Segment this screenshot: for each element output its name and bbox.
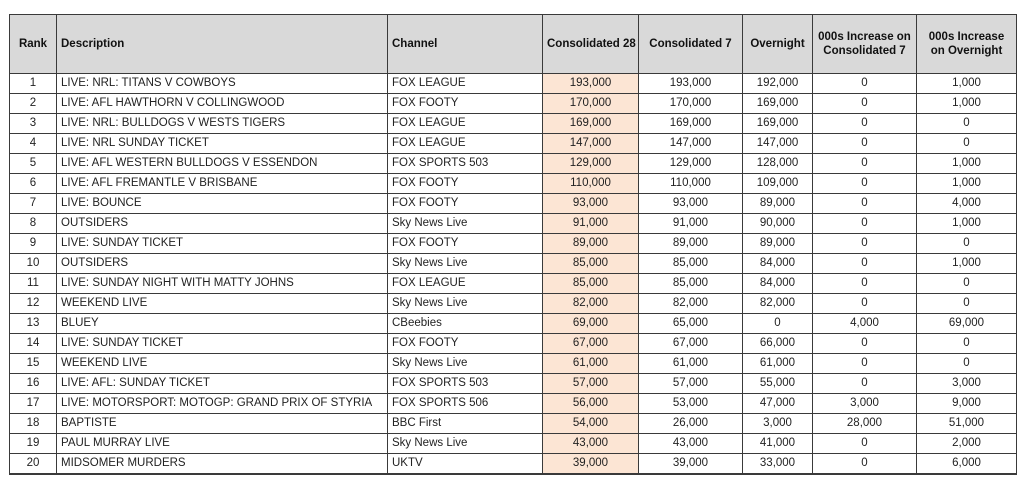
cell-rank: 16 [10,374,57,394]
cell-increase-consolidated-7: 0 [813,154,917,174]
cell-channel: Sky News Live [388,254,543,274]
cell-description: PAUL MURRAY LIVE [57,434,388,454]
cell-channel: FOX FOOTY [388,234,543,254]
cell-description: LIVE: AFL FREMANTLE V BRISBANE [57,174,388,194]
cell-channel: FOX FOOTY [388,94,543,114]
cell-rank: 17 [10,394,57,414]
cell-rank: 13 [10,314,57,334]
cell-consolidated-28: 169,000 [543,114,639,134]
table-row [10,314,1017,334]
cell-consolidated-28: 57,000 [543,374,639,394]
cell-channel: FOX LEAGUE [388,114,543,134]
cell-overnight: 109,000 [743,174,813,194]
cell-description: LIVE: NRL SUNDAY TICKET [57,134,388,154]
cell-consolidated-7: 129,000 [639,154,743,174]
cell-increase-overnight: 1,000 [917,154,1017,174]
cell-rank: 15 [10,354,57,374]
cell-description: LIVE: AFL: SUNDAY TICKET [57,374,388,394]
cell-channel: FOX SPORTS 503 [388,154,543,174]
cell-channel: Sky News Live [388,434,543,454]
cell-overnight: 169,000 [743,114,813,134]
cell-increase-consolidated-7: 28,000 [813,414,917,434]
cell-overnight: 169,000 [743,94,813,114]
cell-increase-consolidated-7: 0 [813,434,917,454]
cell-consolidated-28: 147,000 [543,134,639,154]
table-row [10,154,1017,174]
cell-description: MIDSOMER MURDERS [57,454,388,475]
cell-consolidated-28: 82,000 [543,294,639,314]
cell-increase-overnight: 0 [917,234,1017,254]
table-row [10,134,1017,154]
cell-description: WEEKEND LIVE [57,354,388,374]
cell-rank: 5 [10,154,57,174]
cell-increase-consolidated-7: 0 [813,94,917,114]
cell-rank: 12 [10,294,57,314]
cell-consolidated-7: 91,000 [639,214,743,234]
cell-rank: 7 [10,194,57,214]
header-consolidated-28: Consolidated 28 [543,15,639,74]
cell-increase-overnight: 1,000 [917,174,1017,194]
cell-overnight: 55,000 [743,374,813,394]
cell-increase-consolidated-7: 0 [813,214,917,234]
cell-description: WEEKEND LIVE [57,294,388,314]
cell-channel: FOX LEAGUE [388,274,543,294]
cell-consolidated-7: 89,000 [639,234,743,254]
cell-overnight: 192,000 [743,74,813,94]
cell-consolidated-7: 110,000 [639,174,743,194]
table-row [10,354,1017,374]
cell-rank: 1 [10,74,57,94]
header-increase-overnight: 000s Increase on Overnight [917,15,1017,74]
cell-consolidated-7: 65,000 [639,314,743,334]
cell-overnight: 84,000 [743,274,813,294]
cell-consolidated-7: 82,000 [639,294,743,314]
cell-increase-overnight: 3,000 [917,374,1017,394]
table-row [10,114,1017,134]
cell-increase-consolidated-7: 0 [813,74,917,94]
cell-channel: FOX FOOTY [388,334,543,354]
cell-consolidated-7: 67,000 [639,334,743,354]
cell-rank: 19 [10,434,57,454]
cell-consolidated-28: 93,000 [543,194,639,214]
cell-increase-overnight: 51,000 [917,414,1017,434]
cell-consolidated-7: 169,000 [639,114,743,134]
cell-channel: FOX FOOTY [388,194,543,214]
cell-channel: UKTV [388,454,543,475]
cell-consolidated-28: 85,000 [543,274,639,294]
cell-rank: 8 [10,214,57,234]
header-increase-consolidated-7: 000s Increase on Consolidated 7 [813,15,917,74]
cell-consolidated-28: 39,000 [543,454,639,475]
cell-channel: Sky News Live [388,214,543,234]
header-row [10,15,1017,74]
cell-consolidated-7: 85,000 [639,254,743,274]
cell-increase-consolidated-7: 0 [813,234,917,254]
cell-consolidated-28: 110,000 [543,174,639,194]
cell-increase-overnight: 1,000 [917,214,1017,234]
cell-description: LIVE: SUNDAY NIGHT WITH MATTY JOHNS [57,274,388,294]
cell-description: OUTSIDERS [57,254,388,274]
cell-increase-overnight: 1,000 [917,254,1017,274]
cell-increase-overnight: 2,000 [917,434,1017,454]
cell-description: BAPTISTE [57,414,388,434]
header-rank: Rank [10,15,57,74]
cell-increase-overnight: 1,000 [917,74,1017,94]
table-row [10,194,1017,214]
table-body [10,74,1017,475]
cell-increase-consolidated-7: 0 [813,174,917,194]
cell-consolidated-28: 43,000 [543,434,639,454]
table-row [10,74,1017,94]
cell-channel: FOX LEAGUE [388,74,543,94]
table-row [10,234,1017,254]
cell-increase-consolidated-7: 4,000 [813,314,917,334]
header-description: Description [57,15,388,74]
table-row [10,274,1017,294]
cell-overnight: 3,000 [743,414,813,434]
table-row [10,94,1017,114]
cell-channel: FOX FOOTY [388,174,543,194]
cell-increase-overnight: 1,000 [917,94,1017,114]
cell-channel: Sky News Live [388,294,543,314]
cell-overnight: 147,000 [743,134,813,154]
cell-increase-consolidated-7: 0 [813,374,917,394]
cell-consolidated-28: 91,000 [543,214,639,234]
cell-channel: CBeebies [388,314,543,334]
table-row [10,174,1017,194]
cell-increase-overnight: 6,000 [917,454,1017,475]
cell-rank: 10 [10,254,57,274]
cell-consolidated-7: 53,000 [639,394,743,414]
cell-increase-consolidated-7: 0 [813,114,917,134]
header-channel: Channel [388,15,543,74]
cell-description: LIVE: AFL WESTERN BULLDOGS V ESSENDON [57,154,388,174]
cell-increase-overnight: 0 [917,294,1017,314]
cell-overnight: 61,000 [743,354,813,374]
cell-increase-consolidated-7: 3,000 [813,394,917,414]
cell-rank: 18 [10,414,57,434]
cell-description: BLUEY [57,314,388,334]
table-row [10,394,1017,414]
table-row [10,334,1017,354]
cell-increase-overnight: 0 [917,354,1017,374]
cell-rank: 3 [10,114,57,134]
table-row [10,454,1017,475]
cell-consolidated-7: 93,000 [639,194,743,214]
table-row [10,214,1017,234]
ratings-table [9,14,1017,475]
cell-increase-consolidated-7: 0 [813,334,917,354]
header-overnight: Overnight [743,15,813,74]
cell-consolidated-28: 129,000 [543,154,639,174]
cell-consolidated-28: 170,000 [543,94,639,114]
cell-rank: 11 [10,274,57,294]
cell-description: LIVE: AFL HAWTHORN V COLLINGWOOD [57,94,388,114]
cell-increase-consolidated-7: 0 [813,454,917,475]
cell-channel: FOX LEAGUE [388,134,543,154]
cell-consolidated-28: 85,000 [543,254,639,274]
cell-description: OUTSIDERS [57,214,388,234]
cell-rank: 14 [10,334,57,354]
cell-consolidated-28: 69,000 [543,314,639,334]
cell-increase-overnight: 4,000 [917,194,1017,214]
header-consolidated-7: Consolidated 7 [639,15,743,74]
cell-rank: 6 [10,174,57,194]
table-row [10,294,1017,314]
cell-consolidated-7: 85,000 [639,274,743,294]
cell-overnight: 89,000 [743,194,813,214]
cell-overnight: 47,000 [743,394,813,414]
cell-consolidated-7: 26,000 [639,414,743,434]
cell-description: LIVE: BOUNCE [57,194,388,214]
cell-description: LIVE: SUNDAY TICKET [57,334,388,354]
cell-rank: 20 [10,454,57,475]
cell-overnight: 66,000 [743,334,813,354]
cell-description: LIVE: NRL: BULLDOGS V WESTS TIGERS [57,114,388,134]
cell-increase-consolidated-7: 0 [813,274,917,294]
cell-increase-consolidated-7: 0 [813,194,917,214]
cell-rank: 9 [10,234,57,254]
cell-overnight: 128,000 [743,154,813,174]
cell-consolidated-7: 61,000 [639,354,743,374]
table-row [10,414,1017,434]
cell-increase-overnight: 0 [917,274,1017,294]
cell-increase-consolidated-7: 0 [813,294,917,314]
cell-consolidated-28: 193,000 [543,74,639,94]
cell-rank: 4 [10,134,57,154]
cell-consolidated-7: 39,000 [639,454,743,475]
cell-consolidated-7: 57,000 [639,374,743,394]
cell-increase-overnight: 9,000 [917,394,1017,414]
table-row [10,254,1017,274]
cell-consolidated-28: 54,000 [543,414,639,434]
cell-channel: BBC First [388,414,543,434]
cell-overnight: 84,000 [743,254,813,274]
table-row [10,434,1017,454]
cell-consolidated-28: 67,000 [543,334,639,354]
cell-increase-overnight: 69,000 [917,314,1017,334]
cell-channel: FOX SPORTS 503 [388,374,543,394]
cell-description: LIVE: NRL: TITANS V COWBOYS [57,74,388,94]
cell-overnight: 33,000 [743,454,813,475]
cell-description: LIVE: MOTORSPORT: MOTOGP: GRAND PRIX OF STYRIA [57,394,388,414]
cell-consolidated-7: 170,000 [639,94,743,114]
cell-overnight: 82,000 [743,294,813,314]
cell-increase-overnight: 0 [917,134,1017,154]
cell-rank: 2 [10,94,57,114]
cell-increase-consolidated-7: 0 [813,354,917,374]
cell-increase-overnight: 0 [917,114,1017,134]
cell-consolidated-7: 43,000 [639,434,743,454]
cell-consolidated-28: 61,000 [543,354,639,374]
cell-consolidated-28: 56,000 [543,394,639,414]
cell-description: LIVE: SUNDAY TICKET [57,234,388,254]
cell-channel: Sky News Live [388,354,543,374]
cell-consolidated-7: 193,000 [639,74,743,94]
cell-increase-consolidated-7: 0 [813,134,917,154]
cell-overnight: 0 [743,314,813,334]
cell-overnight: 90,000 [743,214,813,234]
cell-overnight: 89,000 [743,234,813,254]
cell-consolidated-28: 89,000 [543,234,639,254]
cell-overnight: 41,000 [743,434,813,454]
cell-channel: FOX SPORTS 506 [388,394,543,414]
cell-increase-consolidated-7: 0 [813,254,917,274]
table-row [10,374,1017,394]
cell-consolidated-7: 147,000 [639,134,743,154]
cell-increase-overnight: 0 [917,334,1017,354]
